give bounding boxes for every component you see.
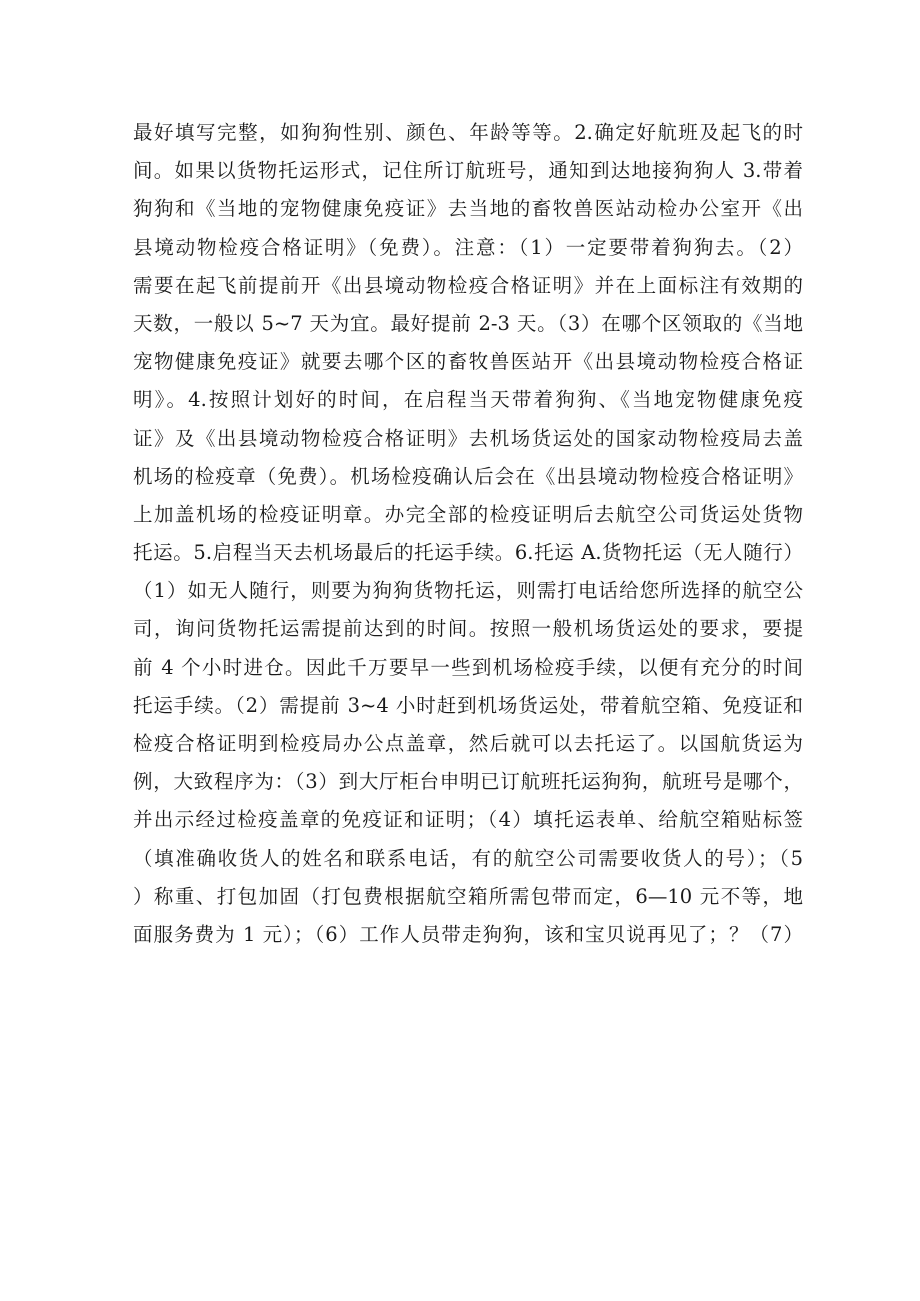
body-text bbox=[133, 114, 803, 954]
text-line: 托运手续。（2）需提前 3~4 小时赶到机场货运处，带着航空箱、免疫证和 bbox=[133, 693, 803, 717]
text-line: 县境动物检疫合格证明》（免费）。注意：（1）一定要带着狗狗去。（2） bbox=[133, 235, 803, 259]
text-line: 并出示经过检疫盖章的免疫证和证明；（4）填托运表单、给航空箱贴标签 bbox=[133, 808, 803, 832]
text-line: （1）如无人随行，则要为狗狗货物托运，则需打电话给您所选择的航空公 bbox=[133, 579, 803, 603]
text-line: 最好填写完整，如狗狗性别、颜色、年龄等等。2.确定好航班及起飞的时 bbox=[133, 121, 803, 144]
text-line: 证》及《出县境动物检疫合格证明》去机场货运处的国家动物检疫局去盖 bbox=[133, 426, 803, 450]
text-line: 面服务费为 1 元）；（6）工作人员带走狗狗，该和宝贝说再见了；？（7） bbox=[133, 922, 803, 946]
text-line: 宠物健康免疫证》就要去哪个区的畜牧兽医站开《出县境动物检疫合格证 bbox=[133, 350, 803, 374]
text-line: 司，询问货物托运需提前达到的时间。按照一般机场货运处的要求，要提 bbox=[133, 617, 803, 641]
text-line: 上加盖机场的检疫证明章。办完全部的检疫证明后去航空公司货运处货物 bbox=[133, 502, 803, 526]
text-line: 狗狗和《当地的宠物健康免疫证》去当地的畜牧兽医站动检办公室开《出 bbox=[133, 197, 803, 221]
text-line: 间。如果以货物托运形式，记住所订航班号，通知到达地接狗狗人 3.带着 bbox=[133, 159, 803, 183]
text-line: 例，大致程序为：（3）到大厅柜台申明已订航班托运狗狗，航班号是哪个， bbox=[133, 770, 803, 794]
text-line: 前 4 个小时进仓。因此千万要早一些到机场检疫手续，以便有充分的时间 bbox=[133, 655, 803, 679]
text-line: 检疫合格证明到检疫局办公点盖章，然后就可以去托运了。以国航货运为 bbox=[133, 732, 803, 755]
text-line: 需要在起飞前提前开《出县境动物检疫合格证明》并在上面标注有效期的 bbox=[133, 273, 803, 297]
text-line: 机场的检疫章（免费）。机场检疫确认后会在《出县境动物检疫合格证明》 bbox=[133, 464, 803, 488]
text-line: 天数，一般以 5~7 天为宜。最好提前 2-3 天。（3）在哪个区领取的《当地 bbox=[133, 311, 803, 335]
text-line: （填准确收货人的姓名和联系电话，有的航空公司需要收货人的号）；（5 bbox=[133, 846, 803, 870]
text-line: ）称重、打包加固（打包费根据航空箱所需包带而定，6—10 元不等，地 bbox=[133, 884, 803, 908]
text-line: 明》。4.按照计划好的时间，在启程当天带着狗狗、《当地宠物健康免疫 bbox=[133, 388, 803, 412]
text-line: 托运。5.启程当天去机场最后的托运手续。6.托运 A.货物托运（无人随行） bbox=[133, 541, 803, 565]
